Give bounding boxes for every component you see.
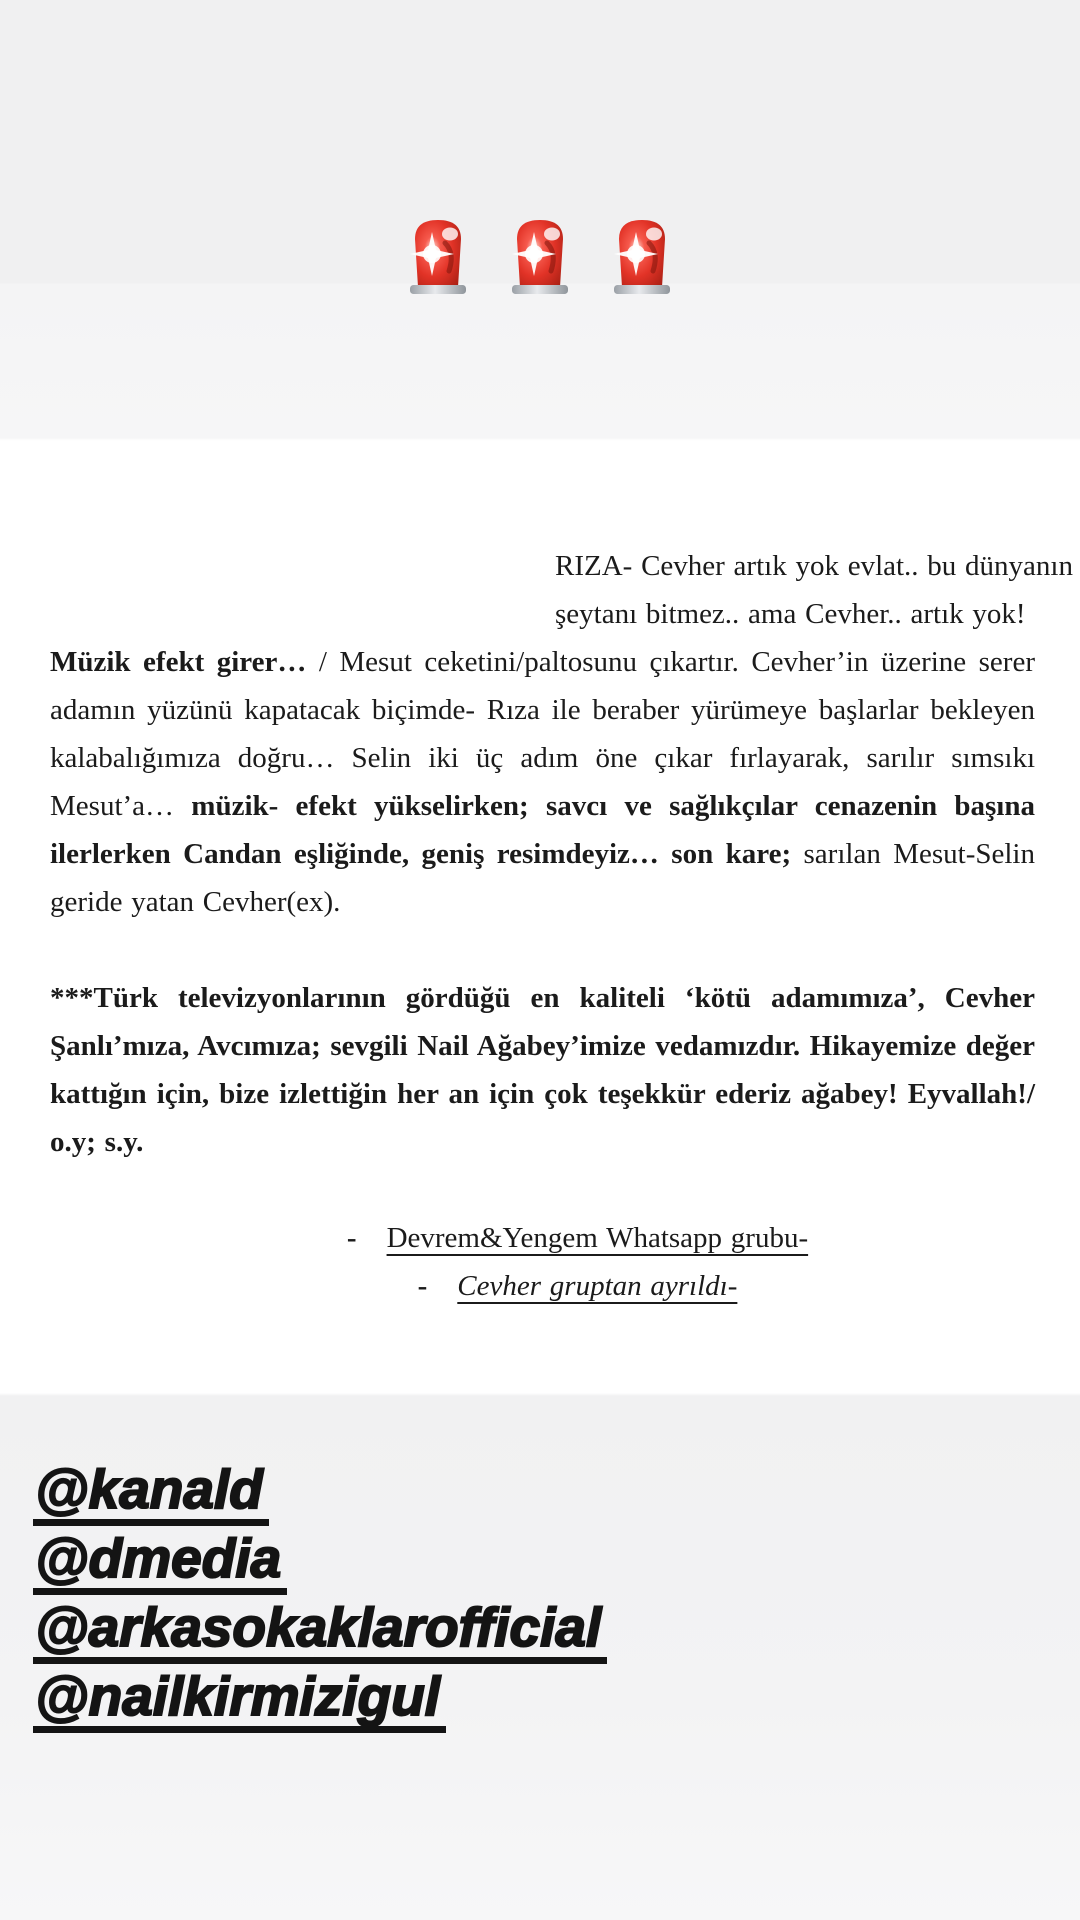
dash-bullet: - bbox=[346, 1222, 357, 1254]
whatsapp-group-name: Devrem&Yengem Whatsapp grubu- bbox=[386, 1222, 809, 1254]
whatsapp-left-status: Cevher gruptan ayrıldı- bbox=[457, 1270, 738, 1302]
rotating-light-icon bbox=[507, 213, 573, 295]
whatsapp-status-line bbox=[85, 1262, 1070, 1310]
farewell-paragraph: ***Türk televizyonlarının gördüğü en kaliteli ‘kötü adamımıza’, Cevher Şanlı’mıza, Avcımıza; sevgili Nail Ağabey’imize vedamızdır. Hikayemize değer kattığın için, bize izlettiğin her an için çok teşekkür ederiz ağabey! Eyvallah!/ o.y; s.y. bbox=[50, 982, 1035, 1158]
dash-bullet: - bbox=[417, 1270, 428, 1302]
script-document bbox=[50, 542, 1073, 1310]
dialog-line: RIZA- Cevher artık yok evlat.. bu dünyanın bbox=[555, 550, 1073, 582]
mention-nailkirmizigul[interactable]: @nailkirmizigul bbox=[33, 1667, 446, 1733]
dialog-riza bbox=[555, 542, 1073, 638]
mention-list bbox=[33, 1460, 607, 1736]
action-regular-segment: / Mesut ceketini/paltosunu çıkartır. Cevher’in üzerine serer adamın yüzünü kapatacak biçimde- Rıza ile beraber yürümeye başlarlar bekleyen kalabalığımıza doğru… Selin iki üç adım öne çıkar fırlayarak, sarılır sımsıkı Mesut’a… bbox=[50, 646, 1035, 822]
emoji-row bbox=[0, 213, 1080, 295]
rotating-light-icon bbox=[609, 213, 675, 295]
action-bold-segment: Müzik efekt girer… bbox=[50, 646, 307, 678]
mention-kanald[interactable]: @kanald bbox=[33, 1460, 269, 1526]
whatsapp-group-line bbox=[85, 1214, 1070, 1262]
action-bold-segment: müzik- efekt yükselirken; savcı ve sağlıkçılar cenazenin başına ilerlerken Candan eşliğinde, geniş resimdeyiz… son kare; bbox=[50, 790, 1035, 870]
action-regular-segment: sarılan Mesut-Selin geride yatan Cevher(ex). bbox=[50, 838, 1035, 918]
dialog-line: şeytanı bitmez.. ama Cevher.. artık yok! bbox=[555, 598, 1026, 630]
mention-dmedia[interactable]: @dmedia bbox=[33, 1529, 287, 1595]
action-paragraph bbox=[50, 638, 1035, 926]
rotating-light-icon bbox=[405, 213, 471, 295]
mention-arkasokaklarofficial[interactable]: @arkasokaklarofficial bbox=[33, 1598, 607, 1664]
whatsapp-lines bbox=[50, 1214, 1035, 1310]
